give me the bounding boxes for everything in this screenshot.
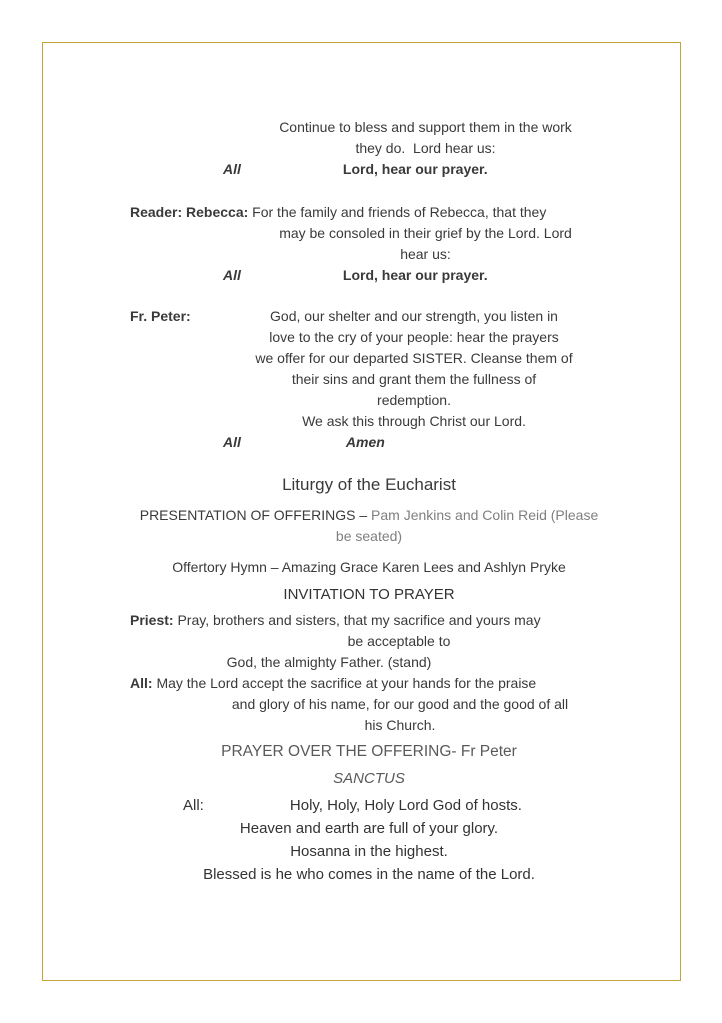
all-line-2: and glory of his name, for our good and the good of all [231,696,569,712]
petition-general-response [130,159,608,180]
petition-reader-response [130,265,608,286]
response-all-label: All [223,267,241,283]
priest-line-3: God, the almighty Father. (stand) [226,654,432,670]
concluding-prayer-block [130,306,608,432]
priest-text: Pray, brothers and sisters, that my sacrifice and yours may [177,612,541,628]
petition-general-line-1: Continue to bless and support them in the work [279,119,572,135]
all-line-1 [130,673,608,694]
presentation-of-offerings-line [130,505,608,526]
all-label: All: [130,675,153,691]
sanctus-line-1-text: Holy, Holy, Holy Lord God of hosts. [289,797,522,814]
response-text: Lord, hear our prayer. [342,161,488,177]
offertory-hymn-line: Offertory Hymn – Amazing Grace Karen Lees and Ashlyn Pryke [172,559,566,575]
priest-line-2: be acceptable to [347,633,451,649]
reader-label: Reader: Rebecca: [130,204,249,220]
priest-label: Priest: [130,612,174,628]
prayer-over-the-offering-heading: PRAYER OVER THE OFFERING- Fr Peter [221,743,517,760]
response-amen-text: Amen [345,434,385,450]
priest-line-1 [130,610,608,631]
sanctus-all-label: All: [183,797,204,814]
petition-reader-line-2: may be consoled in their grief by the Lord. Lord [279,225,572,241]
presentation-names: Pam Jenkins and Colin Reid (Please [371,507,599,523]
response-all-label: All [223,161,241,177]
document-content [130,117,608,886]
presentation-title: PRESENTATION OF OFFERINGS – [139,507,368,523]
petition-reader-line-1 [130,202,608,223]
all-text: May the Lord accept the sacrifice at your hands for the praise [156,675,537,691]
concluding-prayer-text [220,306,608,432]
response-all-label: All [223,434,241,450]
all-response-block [130,673,608,736]
concluding-prayer-line-4: their sins and grant them the fullness of [291,371,537,387]
petition-reader-line-3: hear us: [400,246,451,262]
liturgy-heading: Liturgy of the Eucharist [282,475,456,494]
spacer [130,180,608,202]
all-line-3: his Church. [364,717,436,733]
sanctus-line-2: Heaven and earth are full of your glory. [239,820,499,837]
concluding-prayer-line-3: we offer for our departed SISTER. Cleanse them of [255,350,573,366]
sanctus-line-1 [130,794,608,817]
sanctus-line-3: Hosanna in the highest. [290,843,448,860]
priest-invitation-block [130,610,608,673]
petition-reader-text: For the family and friends of Rebecca, that they [252,204,547,220]
sanctus-line-4: Blessed is he who comes in the name of the Lord. [203,866,535,883]
sanctus-heading: SANCTUS [333,770,405,787]
concluding-prayer-line-5: redemption. [377,392,451,408]
sanctus-block [130,794,608,886]
presentation-names-line-2: be seated) [335,528,403,544]
spacer [130,286,608,306]
concluding-prayer-line-1: God, our shelter and our strength, you listen in [270,308,558,324]
response-text: Lord, hear our prayer. [342,267,488,283]
concluding-prayer-line-2: love to the cry of your people: hear the prayers [269,329,559,345]
concluding-prayer-line-6: We ask this through Christ our Lord. [302,413,526,429]
fr-peter-label: Fr. Peter: [130,308,191,324]
petition-general-line-2: they do. Lord hear us: [355,140,496,156]
concluding-prayer-response [130,432,608,453]
invitation-to-prayer-heading: INVITATION TO PRAYER [283,586,455,603]
